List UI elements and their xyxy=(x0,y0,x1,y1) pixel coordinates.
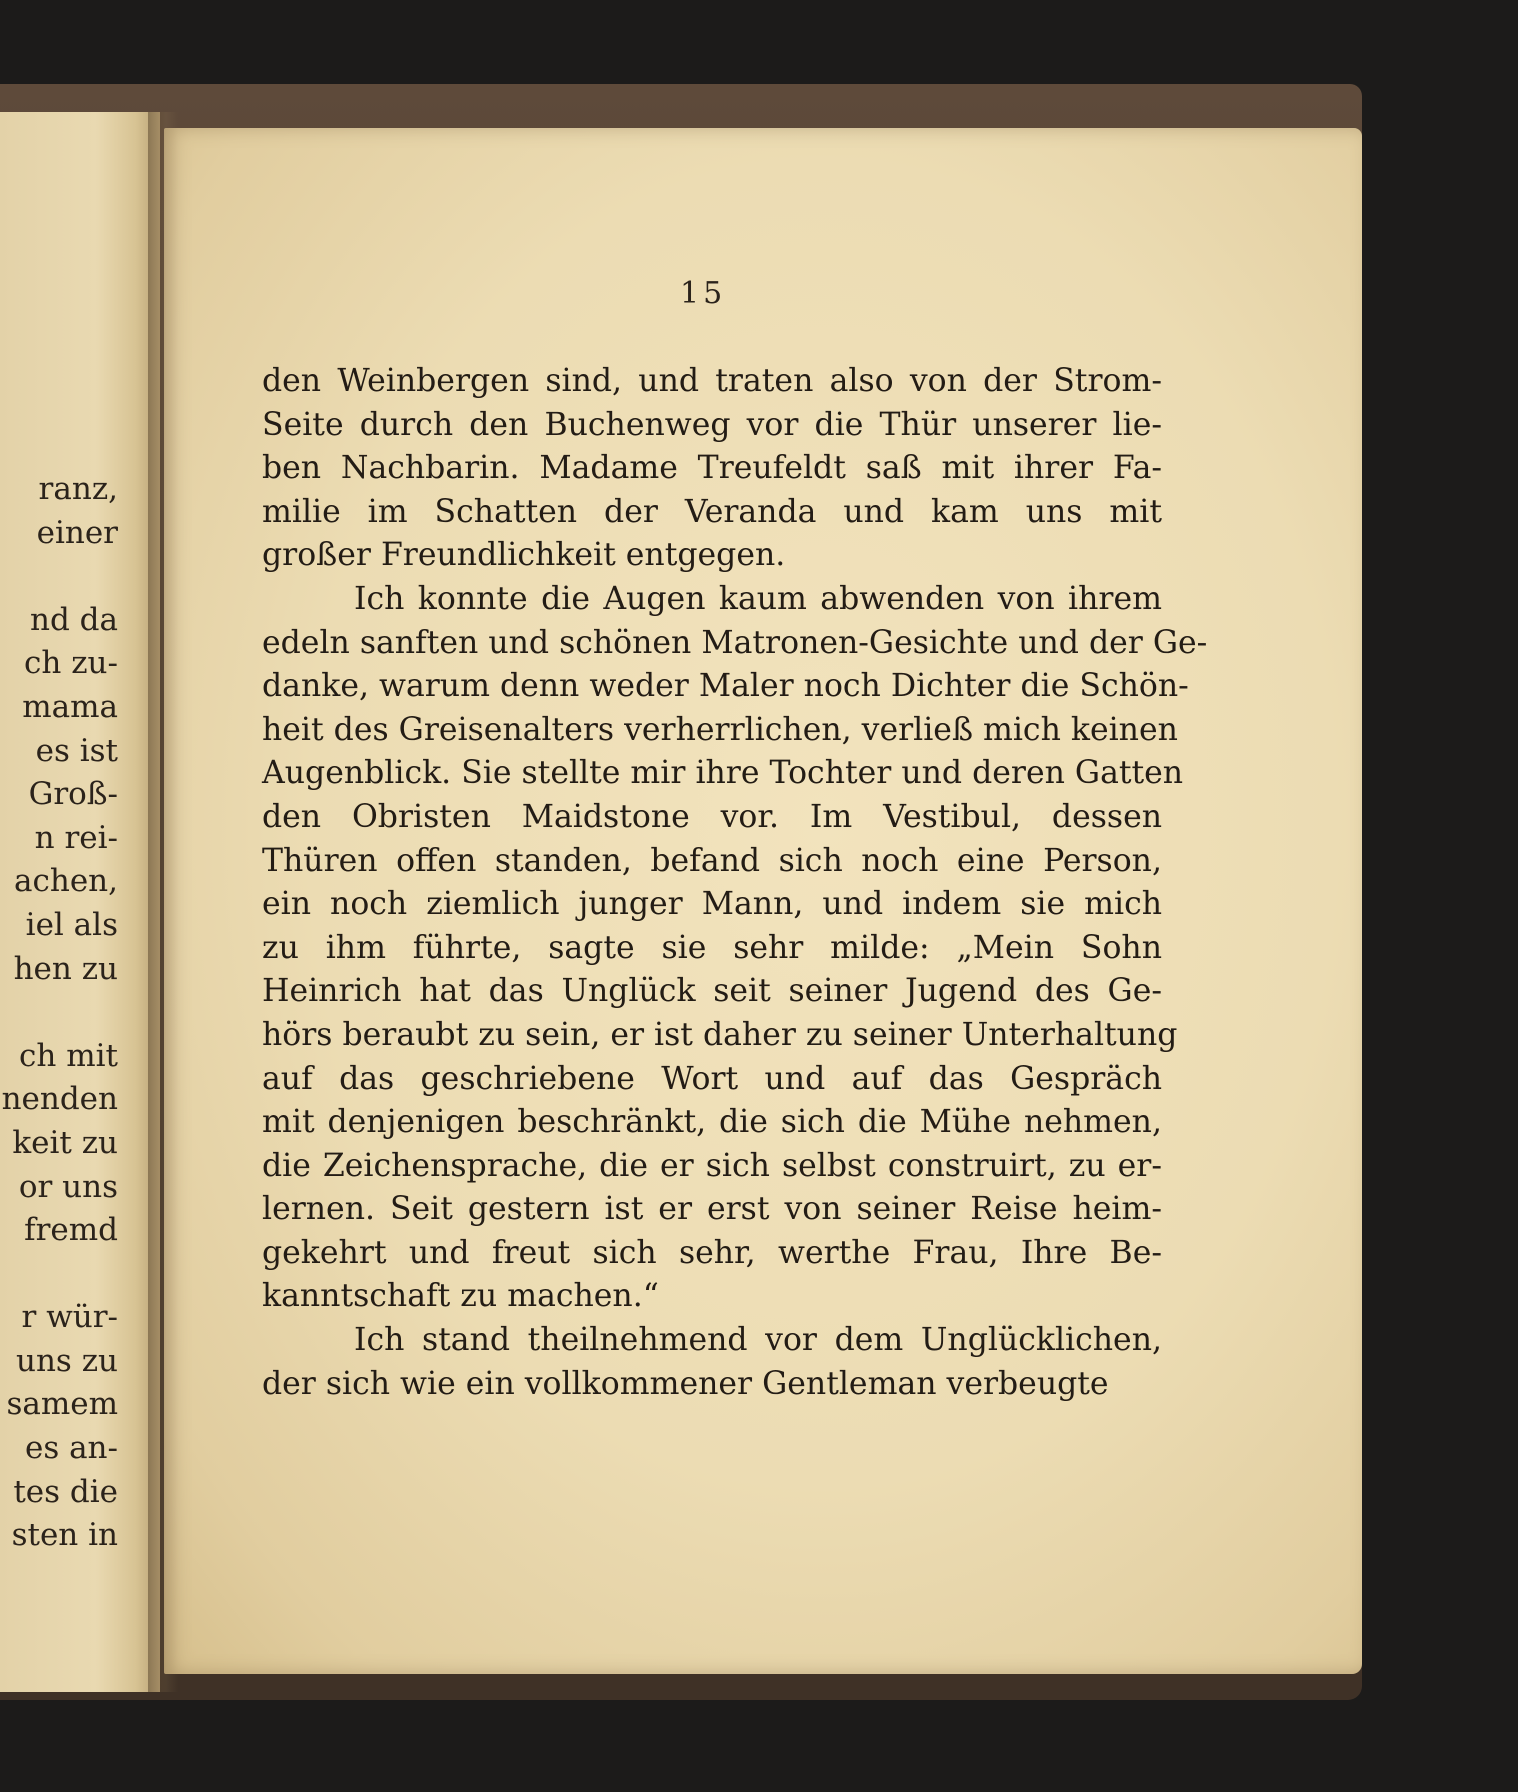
page-gutter xyxy=(148,112,178,1692)
left-page-line: es ist xyxy=(35,732,118,769)
left-page-line: ch zu- xyxy=(24,645,118,682)
text-line: kanntschaft zu machen.“ xyxy=(262,1278,659,1315)
text-line: ein noch ziemlich junger Mann, und indem sie mich xyxy=(262,886,1162,923)
left-page-text xyxy=(2,468,118,1558)
left-page-line: or uns xyxy=(18,1168,118,1205)
page-body-text xyxy=(262,360,1208,1406)
page-number: 15 xyxy=(680,276,727,311)
left-page-line: sten in xyxy=(11,1517,118,1554)
left-page-line: keit zu xyxy=(12,1124,118,1161)
left-page-line: iel als xyxy=(25,906,118,943)
left-page-line: Groß- xyxy=(28,776,118,813)
text-line: Thüren offen standen, befand sich noch eine Person, xyxy=(262,842,1162,879)
text-line: edeln sanften und schönen Matronen-Gesichte und der Ge- xyxy=(262,624,1208,661)
text-line: auf das geschriebene Wort und auf das Gespräch xyxy=(262,1060,1162,1097)
left-page xyxy=(0,112,160,1692)
left-page-line xyxy=(2,991,118,1035)
left-page-line: achen, xyxy=(14,863,118,900)
left-page-line: ranz, xyxy=(38,471,118,507)
left-page-line xyxy=(2,555,118,599)
text-line: Heinrich hat das Unglück seit seiner Jugend des Ge- xyxy=(262,973,1162,1010)
text-line: großer Freundlichkeit entgegen. xyxy=(262,537,786,574)
left-page-line: einer xyxy=(36,514,118,551)
text-line: Ich stand theilnehmend vor dem Unglücklichen, xyxy=(354,1322,1162,1359)
left-page-line xyxy=(2,1253,118,1297)
text-line: danke, warum denn weder Maler noch Dichter die Schön- xyxy=(262,668,1189,705)
left-page-line: nenden xyxy=(1,1081,118,1118)
left-page-line: fremd xyxy=(24,1212,118,1249)
text-line: der sich wie ein vollkommener Gentleman verbeugte xyxy=(262,1365,1109,1402)
left-page-line: samem xyxy=(6,1386,118,1423)
left-page-line: nd da xyxy=(30,601,118,638)
left-page-line: ch mit xyxy=(19,1037,118,1074)
text-line: zu ihm führte, sagte sie sehr milde: „Mein Sohn xyxy=(262,929,1162,966)
text-line: lernen. Seit gestern ist er erst von seiner Reise heim- xyxy=(262,1191,1162,1228)
left-page-line: n rei- xyxy=(34,819,118,856)
left-page-line: tes die xyxy=(13,1473,118,1510)
left-page-line: hen zu xyxy=(13,950,118,987)
text-line: den Weinbergen sind, und traten also von der Strom- xyxy=(262,363,1162,399)
text-line: Seite durch den Buchenweg vor die Thür unserer lie- xyxy=(262,406,1162,443)
text-line: ben Nachbarin. Madame Treufeldt saß mit ihrer Fa- xyxy=(262,450,1162,487)
text-line: hörs beraubt zu sein, er ist daher zu seiner Unterhaltung xyxy=(262,1016,1178,1053)
left-page-line: r wür- xyxy=(21,1299,118,1336)
text-line: gekehrt und freut sich sehr, werthe Frau, Ihre Be- xyxy=(262,1234,1162,1271)
text-line: Ich konnte die Augen kaum abwenden von ihrem xyxy=(354,580,1162,617)
text-line: die Zeichensprache, die er sich selbst construirt, zu er- xyxy=(262,1147,1162,1184)
text-line: heit des Greisenalters verherrlichen, verließ mich keinen xyxy=(262,711,1178,748)
text-line: Augenblick. Sie stellte mir ihre Tochter und deren Gatten xyxy=(262,755,1184,792)
left-page-line: mama xyxy=(22,688,118,725)
text-line: den Obristen Maidstone vor. Im Vestibul, dessen xyxy=(262,798,1162,835)
left-page-line: uns zu xyxy=(16,1342,118,1379)
left-page-line: es an- xyxy=(24,1430,118,1467)
text-line: mit denjenigen beschränkt, die sich die Mühe nehmen, xyxy=(262,1104,1162,1141)
text-line: milie im Schatten der Veranda und kam uns mit xyxy=(262,493,1162,530)
